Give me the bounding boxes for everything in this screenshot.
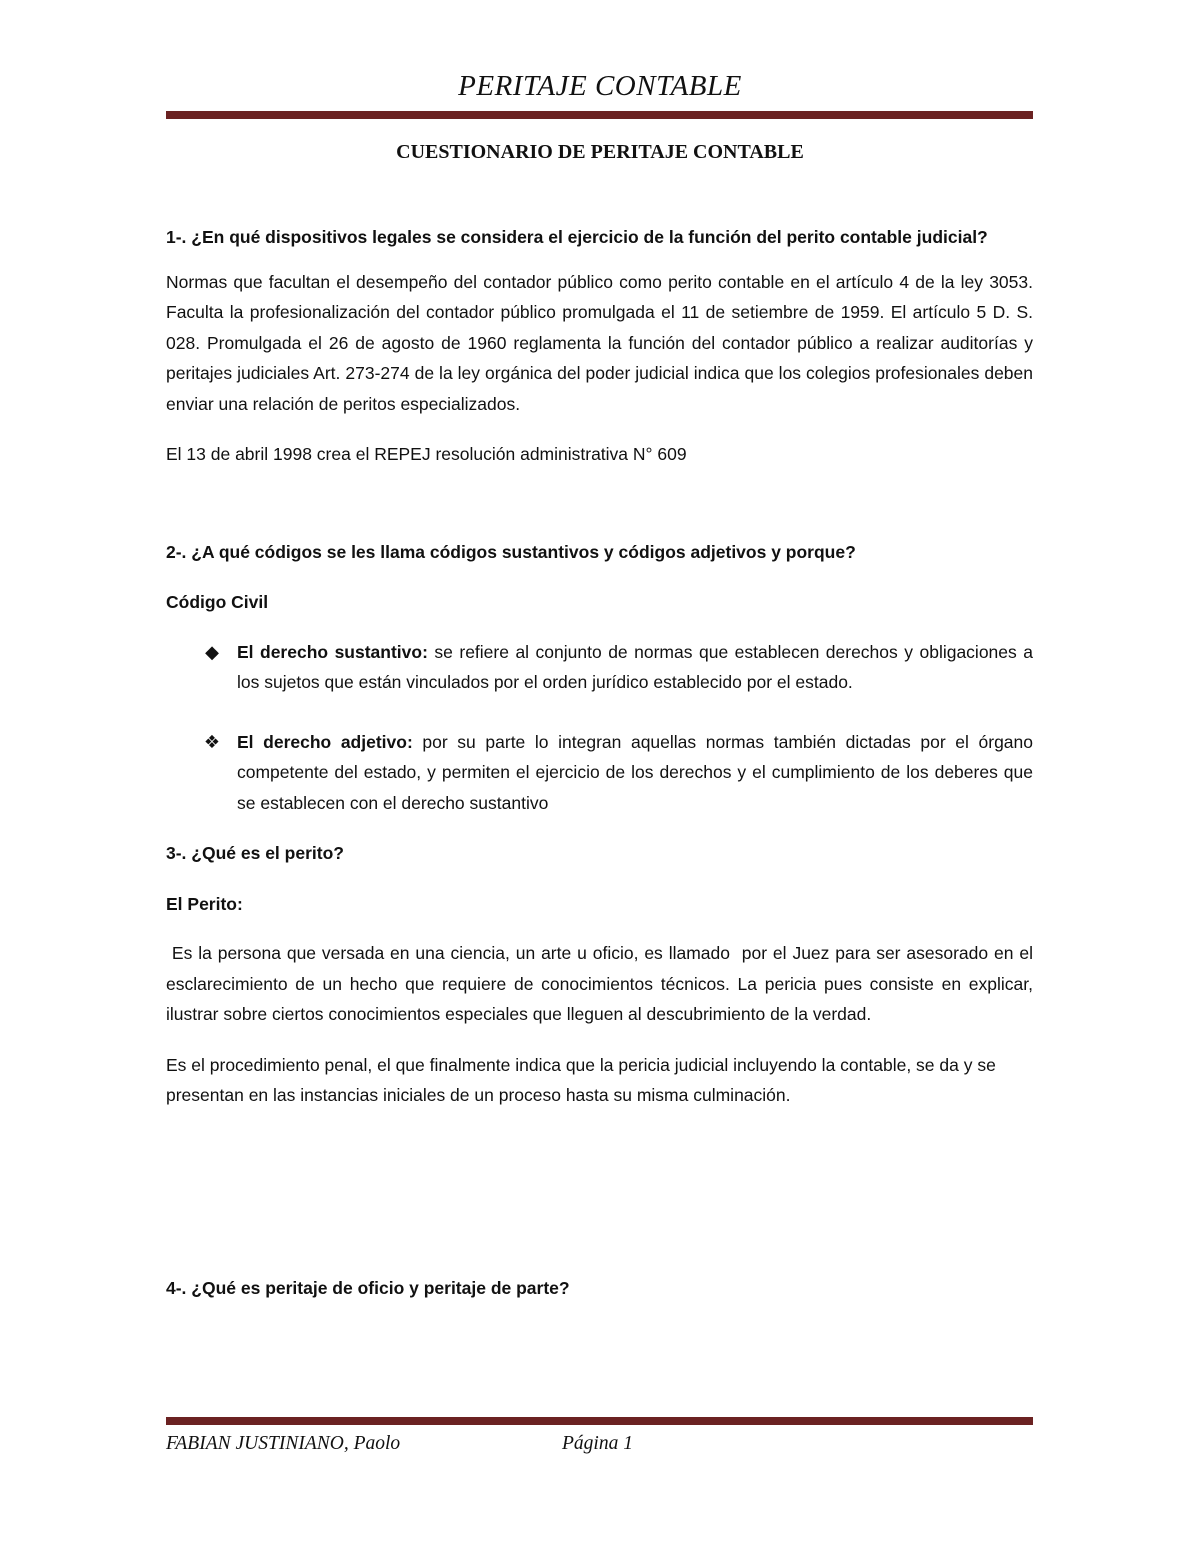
bullet-term: El derecho adjetivo: (237, 731, 413, 752)
bullet-text: se refiere al conjunto de normas que establecen derechos y obligaciones a los sujetos que están vinculados por el orden jurídico establecido por el estado. (237, 641, 1033, 692)
question-2: 2-. ¿A qué códigos se les llama códigos sustantivos y códigos adjetivos y porque? (166, 541, 856, 562)
document-body (166, 222, 1038, 1303)
header-title: PERITAJE CONTABLE (458, 70, 742, 102)
footer-rule (166, 1417, 1033, 1425)
question-1: 1-. ¿En qué dispositivos legales se considera el ejercicio de la función del perito contable judicial? (166, 227, 988, 247)
footer-author: FABIAN JUSTINIANO, Paolo (166, 1433, 401, 1454)
bullet-derecho-sustantivo (166, 637, 1033, 698)
bullet-term: El derecho sustantivo: (237, 641, 428, 662)
bullet-text: por su parte lo integran aquellas normas también dictadas por el órgano competente del estado, y permiten el ejercicio de los derechos y el cumplimiento de los deberes que se establecen con el derecho sustantivo (237, 731, 1033, 813)
document-title: CUESTIONARIO DE PERITAJE CONTABLE (396, 141, 804, 163)
answer-1-paragraph-2: El 13 de abril 1998 crea el REPEJ resolución administrativa N° 609 (166, 444, 687, 464)
header-rule (166, 111, 1033, 119)
answer-3-paragraph-2: Es el procedimiento penal, el que finalmente indica que la pericia judicial incluyendo la contable, se da y se presentan en las instancias iniciales de un proceso hasta su misma culminación. (166, 1054, 996, 1105)
answer-2-subheading: Código Civil (166, 592, 269, 612)
four-diamond-bullet-icon: ❖ (203, 731, 221, 752)
answer-3-paragraph-1: Es la persona que versada en una ciencia, un arte u oficio, es llamado por el Juez para ser asesorado en el esclarecimiento de un hecho que requiere de conocimientos técnicos. La pericia pues consiste en explicar, ilustrar sobre ciertos conocimientos especiales que lleguen al descubrimiento de la verdad. (166, 943, 1038, 1024)
bullet-derecho-adjetivo (166, 727, 1033, 819)
answer-1-paragraph-1: Normas que facultan el desempeño del contador público como perito contable en el artículo 4 de la ley 3053. Faculta la profesionalización del contador público promulgada el 11 de setiembre de 1959. El artículo 5 D. S. 028. Promulgada el 26 de agosto de 1960 reglamenta la función del contador público a realizar auditorías y peritajes judiciales Art. 273-274 de la ley orgánica del poder judicial indica que los colegios profesionales deben enviar una relación de peritos especializados. (166, 271, 1033, 414)
diamond-bullet-icon: ◆ (205, 641, 219, 662)
footer-page-number: Página 1 (562, 1433, 633, 1454)
question-4: 4-. ¿Qué es peritaje de oficio y peritaje de parte? (166, 1277, 570, 1298)
answer-3-subheading: El Perito: (166, 893, 243, 914)
question-3: 3-. ¿Qué es el perito? (166, 843, 344, 863)
